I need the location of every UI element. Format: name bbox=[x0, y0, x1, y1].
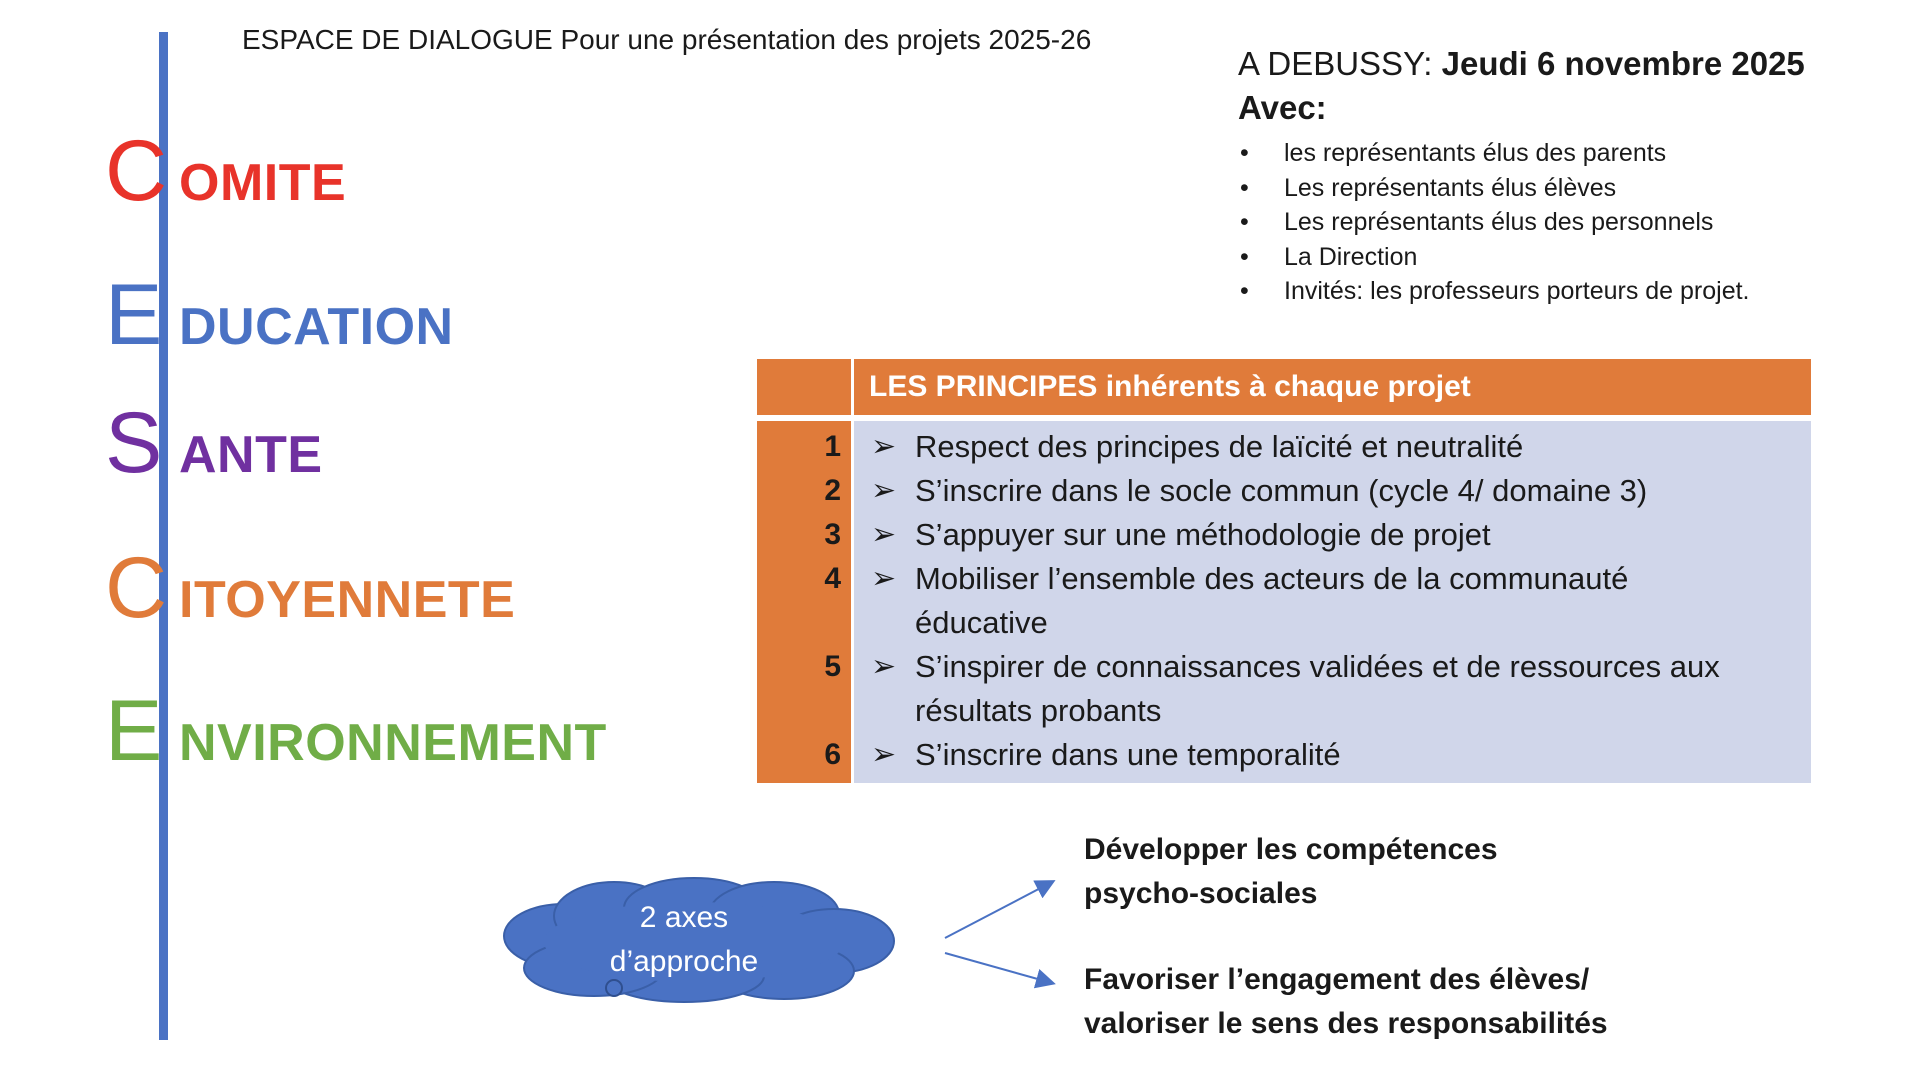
acronym-letter-e: E bbox=[105, 267, 163, 363]
axis-2: Favoriser l’engagement des élèves/ valoriser le sens des responsabilités bbox=[1084, 963, 1608, 1040]
bullet-icon: • bbox=[1240, 242, 1249, 271]
arrow-bullet-icon: ➢ bbox=[871, 518, 897, 551]
acronym-word-omite: OMITE bbox=[179, 154, 347, 212]
cloud-label: 2 axes d’approche bbox=[609, 901, 759, 978]
row-number: 4 bbox=[824, 562, 841, 595]
row-text: S’inspirer de connaissances validées et de ressources aux bbox=[915, 649, 1720, 684]
page-title: ESPACE DE DIALOGUE Pour une présentation des projets 2025-26 bbox=[242, 24, 1092, 55]
acronym-letter-e2: E bbox=[105, 683, 163, 779]
row-number: 1 bbox=[824, 430, 841, 463]
acronym-letter-s: S bbox=[105, 395, 163, 491]
arrow-bullet-icon: ➢ bbox=[871, 474, 897, 507]
axis-1: Développer les compétences psycho-sociales bbox=[1084, 833, 1498, 910]
principles-table bbox=[757, 359, 1811, 783]
meeting-with-label: Avec: bbox=[1238, 89, 1327, 126]
acronym-word-ducation: DUCATION bbox=[179, 298, 454, 356]
table-header: LES PRINCIPES inhérents à chaque projet bbox=[854, 359, 1811, 415]
table-header-num-cell bbox=[757, 359, 851, 415]
acronym-citoyennete bbox=[105, 540, 516, 636]
participant-item: • les représentants élus des parents bbox=[1238, 136, 1898, 171]
acronym-word-itoyennete: ITOYENNETE bbox=[179, 571, 516, 629]
bullet-icon: • bbox=[1240, 208, 1249, 236]
participant-item: • Invités: les professeurs porteurs de projet. bbox=[1238, 274, 1898, 309]
participant-item: • Les représentants élus élèves bbox=[1238, 171, 1898, 206]
participant-item: • La Direction bbox=[1238, 240, 1898, 275]
acronym-education bbox=[105, 267, 454, 363]
arrow-up-icon bbox=[945, 882, 1052, 938]
bullet-icon: • bbox=[1240, 139, 1249, 167]
row-text: S’appuyer sur une méthodologie de projet bbox=[915, 517, 1491, 552]
arrow-bullet-icon: ➢ bbox=[871, 562, 897, 595]
meeting-date: Jeudi 6 novembre 2025 bbox=[1441, 45, 1805, 82]
row-text: S’inscrire dans le socle commun (cycle 4/ domaine 3) bbox=[915, 473, 1648, 508]
row-number: 5 bbox=[824, 650, 841, 683]
arrow-bullet-icon: ➢ bbox=[871, 650, 897, 683]
row-text: Respect des principes de laïcité et neutralité bbox=[915, 429, 1524, 464]
row-number: 6 bbox=[824, 738, 841, 771]
row-number: 2 bbox=[824, 474, 841, 507]
meeting-info bbox=[1238, 42, 1898, 309]
bullet-icon: • bbox=[1240, 277, 1249, 305]
meeting-place: A DEBUSSY: bbox=[1238, 45, 1433, 82]
arrow-down-icon bbox=[945, 953, 1052, 983]
acronym-letter-c2: C bbox=[105, 540, 168, 636]
arrow-bullet-icon: ➢ bbox=[871, 738, 897, 771]
row-text: S’inscrire dans une temporalité bbox=[915, 737, 1341, 772]
participant-item: • Les représentants élus des personnels bbox=[1238, 205, 1898, 240]
acronym-environnement bbox=[105, 683, 607, 779]
bullet-icon: • bbox=[1240, 173, 1249, 202]
approach-arrows bbox=[940, 870, 1070, 995]
acronym-word-ante: ANTE bbox=[179, 426, 323, 484]
row-text-continued: résultats probants bbox=[915, 693, 1162, 728]
acronym-sante bbox=[105, 395, 323, 491]
row-text: Mobiliser l’ensemble des acteurs de la communauté bbox=[915, 561, 1629, 596]
acronym-comite bbox=[105, 123, 347, 219]
participants-list bbox=[1238, 136, 1898, 309]
row-number: 3 bbox=[824, 518, 841, 551]
arrow-bullet-icon: ➢ bbox=[871, 430, 897, 463]
acronym-letter-c: C bbox=[105, 123, 168, 219]
acronym-word-nvironnement: NVIRONNEMENT bbox=[179, 714, 607, 772]
meeting-date-line bbox=[1238, 42, 1898, 86]
row-text-continued: éducative bbox=[915, 605, 1048, 640]
